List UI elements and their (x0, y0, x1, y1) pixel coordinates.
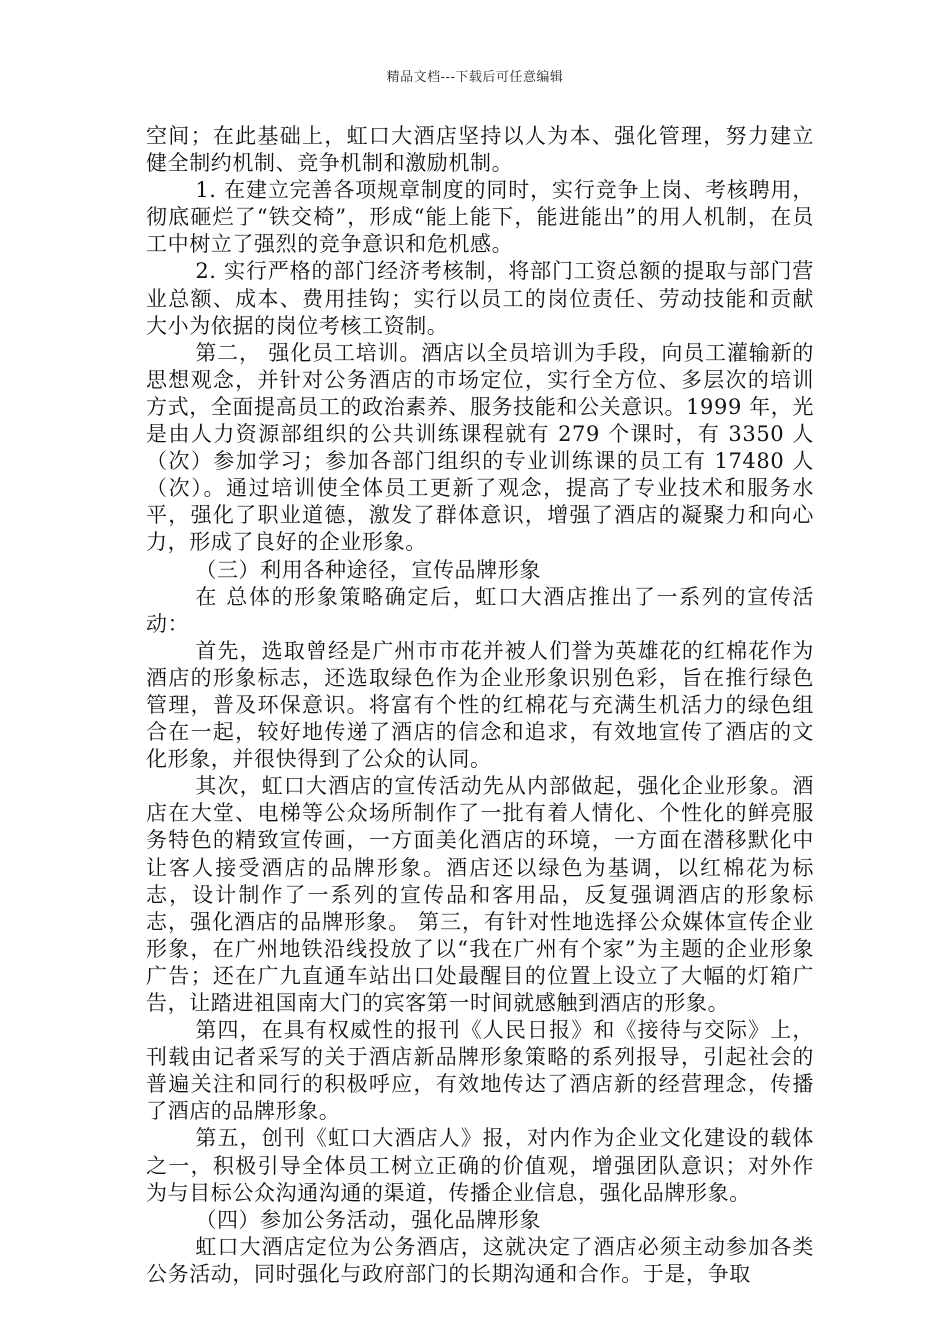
page-header: 精品文档---下载后可任意编辑 (386, 70, 564, 85)
paragraph-8: 其次，虹口大酒店的宣传活动先从内部做起，强化企业形象。酒店在大堂、电梯等公众场所制作了一批有着人情化、个性化的鲜亮服务特色的精致宣传画，一方面美化酒店的环境，一方面在潜移默化中让客人接受酒店的品牌形象。酒店还以绿色为基调，以红棉花为标志，设计制作了一系列的宣传品和客用品，反复强调酒店的形象标志，强化酒店的品牌形象。 第三，有针对性地选择公众媒体宣传企业形象，在广州地铁沿线投放了以“我在广州有个家”为主题的企业形象广告；还在广九直通车站出口处最醒目的位置上设立了大幅的灯箱广告，让踏进祖国南大门的宾客第一时间就感触到酒店的形象。 (146, 774, 814, 1015)
paragraph-10: 第五，创刊《虹口大酒店人》报，对内作为企业文化建设的载体之一，积极引导全体员工树立正确的价值观，增强团队意识；对外作为与目标公众沟通沟通的渠道，传播企业信息，强化品牌形象。 (146, 1126, 814, 1205)
section-heading-4: （四）参加公务活动，强化品牌形象 (195, 1207, 541, 1232)
paragraph-6: 在 总体的形象策略确定后，虹口大酒店推出了一系列的宣传活动： (146, 584, 814, 636)
paragraph-1: 空间；在此基础上，虹口大酒店坚持以人为本、强化管理，努力建立健全制约机制、竞争机制和激励机制。 (146, 124, 814, 176)
paragraph-12: 虹口大酒店定位为公务酒店，这就决定了酒店必须主动参加各类公务活动，同时强化与政府部门的长期沟通和合作。于是，争取 (146, 1234, 814, 1286)
paragraph-3: 2. 实行严格的部门经济考核制，将部门工资总额的提取与部门营业总额、成本、费用挂钩；实行以员工的岗位责任、劳动技能和贡献大小为依据的岗位考核工资制。 (146, 259, 814, 338)
paragraph-4: 第二， 强化员工培训。酒店以全员培训为手段，向员工灌输新的思想观念，并针对公务酒店的市场定位，实行全方位、多层次的培训方式，全面提高员工的政治素养、服务技能和公关意识。1999 年，光是由人力资源部组织的公共训练课程就有 279 个课时，有 3350 人（次）参加学习；参加各部门组织的专业训练课的员工有 17480 人（次）。通过培训使全体员工更新了观念，提高了专业技术和服务水平，强化了职业道德，激发了群体意识，增强了酒店的凝聚力和向心力，形成了良好的企业形象。 (146, 340, 814, 555)
paragraph-2: 1. 在建立完善各项规章制度的同时，实行竞争上岗、考核聘用，彻底砸烂了“铁交椅”，形成“能上能下，能进能出”的用人机制，在员工中树立了强烈的竞争意识和危机感。 (146, 178, 814, 257)
document-body (146, 123, 814, 1288)
paragraph-9: 第四，在具有权威性的报刊《人民日报》和《接待与交际》上，刊载由记者采写的关于酒店新品牌形象策略的系列报导，引起社会的普遍关注和同行的积极呼应，有效地传达了酒店新的经营理念，传播了酒店的品牌形象。 (146, 1018, 814, 1124)
paragraph-7: 首先，选取曾经是广州市市花并被人们誉为英雄花的红棉花作为酒店的形象标志，还选取绿色作为企业形象识别色彩，旨在推行绿色管理，普及环保意识。将富有个性的红棉花与充满生机活力的绿色组合在一起，较好地传递了酒店的信念和追求，有效地宣传了酒店的文化形象，并很快得到了公众的认同。 (146, 638, 814, 772)
section-heading-3: （三）利用各种途径，宣传品牌形象 (195, 557, 541, 582)
